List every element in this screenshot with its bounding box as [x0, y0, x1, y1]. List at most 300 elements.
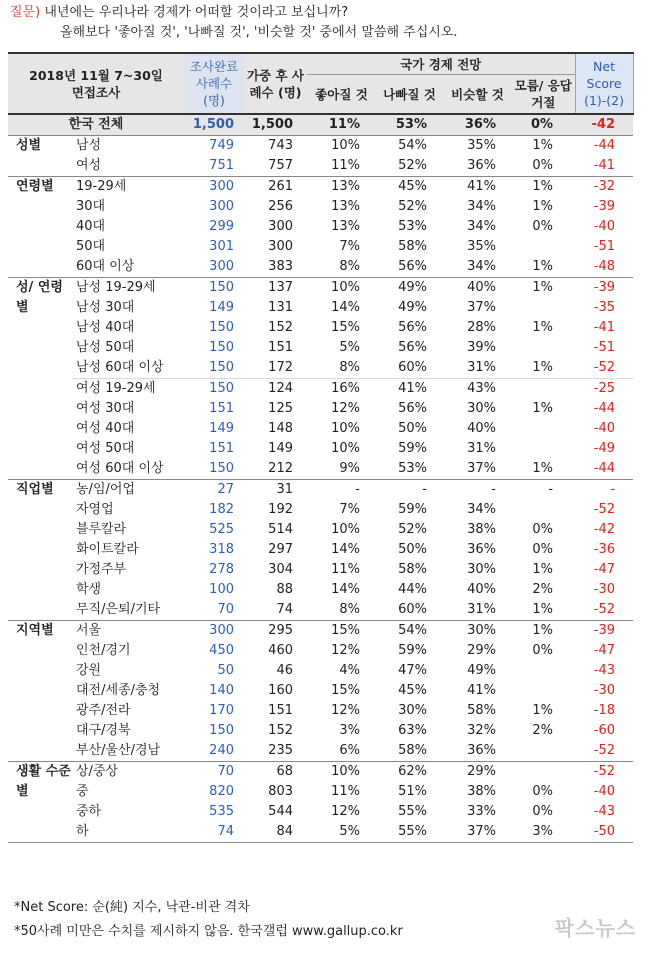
- cell-net: -40: [593, 421, 616, 436]
- row-group: [8, 621, 633, 762]
- cell-p3: 34%: [467, 259, 496, 274]
- cell-p1: 8%: [339, 259, 360, 274]
- row-label: 40대: [76, 219, 106, 234]
- cell-p4: [512, 741, 575, 762]
- cell-p3: 34%: [467, 502, 496, 517]
- cell-n1: 150: [209, 340, 234, 355]
- cell-p3: 35%: [467, 138, 496, 153]
- cell-p4: 0%: [532, 643, 554, 658]
- cell-net: -50: [593, 824, 616, 839]
- cell-p3: 41%: [467, 683, 496, 698]
- cell-p3: 30%: [467, 623, 496, 638]
- cell-n2: 137: [268, 280, 293, 295]
- table-row: [8, 762, 633, 783]
- table-row: [8, 480, 633, 501]
- total-n2: 1,500: [244, 114, 307, 136]
- cell-net: -30: [593, 582, 616, 597]
- cell-p1: 10%: [331, 280, 360, 295]
- cell-net: -43: [593, 804, 616, 819]
- cell-p4: 0%: [532, 784, 554, 799]
- row-label: 남성 30대: [76, 300, 135, 315]
- table-row: [8, 782, 633, 802]
- cell-p2: 56%: [398, 320, 427, 335]
- cell-p1: 12%: [331, 804, 360, 819]
- cell-p2: 50%: [398, 542, 427, 557]
- cell-n2: 84: [276, 824, 293, 839]
- question-text: 내년에는 우리나라 경제가 어떠할 것이라고 보십니까?: [44, 5, 349, 20]
- cell-n1: 149: [209, 300, 234, 315]
- cell-p4: -: [548, 482, 554, 497]
- cell-p4: 1%: [532, 138, 554, 153]
- cell-p4: 1%: [532, 401, 554, 416]
- cell-p4: 1%: [532, 562, 554, 577]
- cell-p4: [512, 379, 575, 400]
- row-label: 여성 50대: [76, 441, 135, 456]
- cell-p1: 3%: [339, 723, 360, 738]
- table-row: [8, 217, 633, 237]
- cell-n2: 124: [244, 379, 307, 400]
- cell-n1: 70: [217, 602, 234, 617]
- cell-p4: 0%: [532, 158, 554, 173]
- cell-p3: 35%: [467, 239, 496, 254]
- table-row: [8, 621, 633, 642]
- cell-net: -35: [593, 300, 616, 315]
- cell-n1: 300: [209, 199, 234, 214]
- row-label: 광주/전라: [76, 703, 131, 718]
- cell-p4: 1%: [532, 703, 554, 718]
- cell-net: -51: [593, 340, 616, 355]
- cell-n1: 525: [209, 522, 234, 537]
- cell-p1: 7%: [339, 239, 360, 254]
- cell-net: -39: [593, 623, 616, 638]
- row-label: 남성 40대: [76, 320, 135, 335]
- cell-p1: 15%: [331, 683, 360, 698]
- table-row: [8, 298, 633, 318]
- survey-table: [8, 52, 634, 843]
- table-row: [8, 177, 633, 198]
- table-row: [8, 802, 633, 822]
- table-row: [8, 520, 633, 540]
- row-label: 60대 이상: [76, 259, 135, 274]
- cell-p3: 40%: [467, 582, 496, 597]
- row-group: [8, 177, 633, 278]
- cell-p1: 11%: [331, 784, 360, 799]
- table-row: [8, 156, 633, 177]
- row-label: 여성 30대: [76, 401, 135, 416]
- cell-p3: 31%: [467, 360, 496, 375]
- cell-p4: 1%: [532, 179, 554, 194]
- cell-n2: 160: [268, 683, 293, 698]
- group-label: 직업별: [16, 482, 54, 497]
- cell-p2: 55%: [398, 824, 427, 839]
- cell-p1: 14%: [331, 582, 360, 597]
- total-p2: 53%: [376, 114, 443, 136]
- cell-p2: 30%: [398, 703, 427, 718]
- table-row: [8, 661, 633, 681]
- cell-p1: 4%: [339, 663, 360, 678]
- cell-p1: 8%: [339, 360, 360, 375]
- cell-p3: 38%: [467, 522, 496, 537]
- cell-net: -18: [593, 703, 616, 718]
- question-block: [10, 3, 650, 43]
- cell-n1: 70: [217, 764, 234, 779]
- cell-net: -40: [593, 784, 616, 799]
- total-p3: 36%: [443, 114, 512, 136]
- cell-net: -51: [593, 239, 616, 254]
- cell-n1: 535: [209, 804, 234, 819]
- cell-n2: 151: [268, 340, 293, 355]
- total-p1: 11%: [307, 114, 376, 136]
- cell-p3: 43%: [443, 379, 512, 400]
- row-group: [8, 480, 633, 621]
- row-label: 하: [76, 824, 89, 839]
- cell-p1: 10%: [331, 522, 360, 537]
- cell-n1: 150: [184, 379, 244, 400]
- cell-p2: 58%: [398, 562, 427, 577]
- cell-p4: 2%: [532, 723, 554, 738]
- cell-net: -52: [593, 502, 616, 517]
- cell-p4: 1%: [532, 602, 554, 617]
- group-label: 성/ 연령별: [16, 280, 63, 315]
- cell-p3: 38%: [467, 784, 496, 799]
- row-label: 대구/경북: [76, 723, 131, 738]
- table-row: [8, 358, 633, 379]
- question-label: 질문): [10, 5, 41, 20]
- cell-n2: 46: [276, 663, 293, 678]
- cell-net: -: [610, 482, 616, 497]
- cell-p1: 14%: [331, 300, 360, 315]
- cell-p1: 5%: [339, 340, 360, 355]
- cell-p2: 60%: [398, 360, 427, 375]
- total-n1: 1,500: [184, 114, 244, 136]
- cell-net: -42: [593, 522, 616, 537]
- cell-p2: 54%: [398, 623, 427, 638]
- cell-p3: 34%: [467, 199, 496, 214]
- table-row: [8, 338, 633, 358]
- table-row: [8, 237, 633, 257]
- cell-net: -49: [593, 441, 616, 456]
- cell-p3: 39%: [467, 340, 496, 355]
- cell-p4: [512, 439, 575, 459]
- table-row: [8, 560, 633, 580]
- cell-p4: 0%: [532, 522, 554, 537]
- cell-p2: 56%: [398, 340, 427, 355]
- cell-p4: [512, 419, 575, 439]
- cell-n2: 383: [268, 259, 293, 274]
- cell-n2: 743: [268, 138, 293, 153]
- cell-n2: 192: [268, 502, 293, 517]
- table-row: [8, 701, 633, 721]
- cell-net: -30: [593, 683, 616, 698]
- cell-n1: 749: [209, 138, 234, 153]
- cell-p3: 30%: [467, 401, 496, 416]
- cell-n1: 150: [209, 280, 234, 295]
- row-group: [8, 278, 633, 480]
- cell-n1: 151: [209, 401, 234, 416]
- row-label: 서울: [76, 623, 102, 638]
- header-completed: 조사완료 사례수 (명): [184, 53, 244, 114]
- cell-p3: 40%: [467, 421, 496, 436]
- row-label: 학생: [76, 582, 102, 597]
- cell-n2: 31: [276, 482, 293, 497]
- row-label: 중: [76, 784, 89, 799]
- cell-p2: 49%: [398, 300, 427, 315]
- cell-p1: 15%: [331, 320, 360, 335]
- row-label: 강원: [76, 663, 102, 678]
- cell-n1: 100: [209, 582, 234, 597]
- row-label: 대전/세종/충청: [76, 683, 161, 698]
- cell-p2: 41%: [376, 379, 443, 400]
- cell-net: -41: [593, 158, 616, 173]
- row-label: 여성 60대 이상: [76, 461, 164, 476]
- cell-p3: 36%: [467, 542, 496, 557]
- cell-n1: 301: [209, 239, 234, 254]
- total-net: -42: [575, 114, 633, 136]
- cell-p4: 1%: [532, 461, 554, 476]
- row-label: 여성 40대: [76, 421, 135, 436]
- cell-p1: 11%: [331, 562, 360, 577]
- cell-n2: 149: [268, 441, 293, 456]
- cell-p4: 1%: [532, 320, 554, 335]
- cell-n2: 235: [268, 743, 293, 758]
- cell-p1: 12%: [331, 643, 360, 658]
- cell-n2: 68: [276, 764, 293, 779]
- cell-p3: -: [491, 482, 496, 497]
- row-label: 50대: [76, 239, 106, 254]
- cell-p3: 36%: [467, 158, 496, 173]
- cell-p3: 28%: [467, 320, 496, 335]
- cell-p1: 12%: [331, 703, 360, 718]
- cell-net: -41: [593, 320, 616, 335]
- header-survey: 2018년 11월 7~30일 면접조사: [8, 53, 184, 114]
- cell-p3: 31%: [467, 602, 496, 617]
- cell-n1: 300: [209, 623, 234, 638]
- cell-p4: 3%: [532, 824, 554, 839]
- cell-n1: 240: [209, 743, 234, 758]
- cell-p2: 58%: [398, 743, 427, 758]
- cell-n2: 152: [268, 320, 293, 335]
- cell-p2: 53%: [398, 461, 427, 476]
- cell-p2: 49%: [398, 280, 427, 295]
- cell-p2: 59%: [398, 502, 427, 517]
- table-row: [8, 600, 633, 621]
- table-row: [8, 379, 633, 400]
- cell-n1: 150: [209, 723, 234, 738]
- cell-n2: 256: [268, 199, 293, 214]
- row-group: [8, 136, 633, 177]
- cell-n2: 514: [268, 522, 293, 537]
- cell-p3: 41%: [467, 179, 496, 194]
- cell-p2: 50%: [398, 421, 427, 436]
- cell-p3: 33%: [467, 804, 496, 819]
- cell-n1: 278: [209, 562, 234, 577]
- cell-n1: 50: [217, 663, 234, 678]
- cell-n1: 299: [209, 219, 234, 234]
- cell-p2: 56%: [398, 259, 427, 274]
- cell-p3: 58%: [467, 703, 496, 718]
- header-similar: 비슷할 것: [443, 75, 512, 115]
- cell-n2: 131: [268, 300, 293, 315]
- cell-p2: 63%: [398, 723, 427, 738]
- cell-n2: 295: [268, 623, 293, 638]
- cell-n2: 304: [268, 562, 293, 577]
- row-label: 남성 60대 이상: [76, 360, 164, 375]
- table-row: [8, 580, 633, 600]
- table-row: [8, 278, 633, 299]
- cell-p4: 2%: [532, 582, 554, 597]
- cell-net: -48: [593, 259, 616, 274]
- cell-p1: 12%: [331, 401, 360, 416]
- table-row: [8, 459, 633, 480]
- table-row: [8, 822, 633, 843]
- cell-p2: 55%: [398, 804, 427, 819]
- cell-p4: [512, 338, 575, 358]
- header-outlook: 국가 경제 전망: [307, 53, 575, 75]
- cell-n2: 261: [268, 179, 293, 194]
- cell-p3: 29%: [467, 643, 496, 658]
- cell-p4: 1%: [532, 199, 554, 214]
- header-worse: 나빠질 것: [376, 75, 443, 115]
- header-better: 좋아질 것: [307, 75, 376, 115]
- cell-n1: 820: [209, 784, 234, 799]
- cell-p1: 10%: [331, 441, 360, 456]
- row-label: 무직/은퇴/기타: [76, 602, 161, 617]
- cell-n1: 300: [209, 179, 234, 194]
- table-row: [8, 721, 633, 741]
- cell-p4: 1%: [532, 259, 554, 274]
- cell-p1: 14%: [331, 542, 360, 557]
- cell-p3: 37%: [467, 300, 496, 315]
- cell-net: -32: [593, 179, 616, 194]
- cell-p4: 0%: [532, 542, 554, 557]
- cell-p4: [512, 500, 575, 520]
- cell-p4: 1%: [532, 623, 554, 638]
- row-label: 농/임/어업: [76, 482, 135, 497]
- cell-n1: 318: [209, 542, 234, 557]
- row-group: [8, 762, 633, 843]
- cell-net: -43: [593, 663, 616, 678]
- cell-n1: 151: [209, 441, 234, 456]
- cell-p1: 5%: [339, 824, 360, 839]
- cell-p3: 30%: [467, 562, 496, 577]
- cell-n1: 450: [209, 643, 234, 658]
- cell-p3: 31%: [467, 441, 496, 456]
- cell-n2: 125: [268, 401, 293, 416]
- total-p4: 0%: [512, 114, 575, 136]
- header-net: Net Score (1)-(2): [575, 53, 633, 114]
- cell-p3: 37%: [467, 824, 496, 839]
- cell-p2: 51%: [398, 784, 427, 799]
- cell-n2: 74: [276, 602, 293, 617]
- header-dk: 모름/ 응답거절: [512, 75, 575, 115]
- cell-n1: 300: [209, 259, 234, 274]
- cell-p1: 13%: [331, 179, 360, 194]
- cell-p1: 15%: [331, 623, 360, 638]
- table-row: [8, 641, 633, 661]
- row-label: 화이트칼라: [76, 542, 139, 557]
- cell-n1: 74: [217, 824, 234, 839]
- cell-p2: 52%: [398, 199, 427, 214]
- group-label: 성별: [16, 138, 42, 153]
- cell-n2: 757: [268, 158, 293, 173]
- cell-p2: 54%: [398, 138, 427, 153]
- cell-p2: 58%: [398, 239, 427, 254]
- cell-p4: 0%: [532, 219, 554, 234]
- total-label: 한국 전체: [8, 114, 184, 136]
- row-label: 여성: [76, 158, 102, 173]
- table-row: [8, 419, 633, 439]
- row-label: 부산/울산/경남: [76, 743, 161, 758]
- cell-n2: 300: [268, 239, 293, 254]
- cell-net: -52: [593, 743, 616, 758]
- row-label: 남성 50대: [76, 340, 135, 355]
- cell-p3: 49%: [467, 663, 496, 678]
- cell-n1: 149: [209, 421, 234, 436]
- row-label: 여성 19-29세: [72, 379, 184, 400]
- cell-n1: 170: [209, 703, 234, 718]
- cell-p1: 8%: [339, 602, 360, 617]
- cell-p1: 13%: [331, 199, 360, 214]
- cell-n2: 803: [268, 784, 293, 799]
- cell-p3: 29%: [467, 764, 496, 779]
- group-label: 연령별: [16, 179, 54, 194]
- table-row-total: [8, 114, 633, 136]
- cell-p2: 60%: [398, 602, 427, 617]
- table-row: [8, 681, 633, 701]
- footnote-1: *Net Score: 순(純) 지수, 낙관-비관 격차: [14, 900, 250, 915]
- cell-p4: [512, 237, 575, 257]
- cell-p2: 53%: [398, 219, 427, 234]
- cell-p2: 52%: [398, 158, 427, 173]
- cell-p2: 56%: [398, 401, 427, 416]
- group-label: 지역별: [16, 623, 54, 638]
- footnote-2: *50사례 미만은 수치를 제시하지 않음. 한국갤럽 www.gallup.co.kr: [14, 924, 403, 939]
- cell-p2: 59%: [398, 441, 427, 456]
- cell-p4: 1%: [532, 360, 554, 375]
- table-row: [8, 439, 633, 459]
- cell-p4: [512, 681, 575, 701]
- row-label: 인천/경기: [76, 643, 131, 658]
- cell-net: -40: [593, 219, 616, 234]
- cell-n2: 297: [268, 542, 293, 557]
- row-label: 블루칼라: [76, 522, 127, 537]
- cell-p1: 10%: [331, 421, 360, 436]
- cell-p2: 45%: [398, 683, 427, 698]
- cell-n1: 182: [209, 502, 234, 517]
- cell-p3: 40%: [467, 280, 496, 295]
- cell-p2: 52%: [398, 522, 427, 537]
- cell-n1: 27: [217, 482, 234, 497]
- cell-p4: [512, 661, 575, 681]
- cell-p1: -: [355, 482, 360, 497]
- group-label: 생활 수준별: [16, 764, 71, 799]
- cell-n1: 150: [209, 360, 234, 375]
- cell-net: -44: [593, 138, 616, 153]
- cell-net: -52: [593, 764, 616, 779]
- cell-p4: [512, 298, 575, 318]
- cell-p3: 37%: [467, 461, 496, 476]
- cell-p2: 44%: [398, 582, 427, 597]
- row-label: 남성: [76, 138, 102, 153]
- cell-net: -36: [593, 542, 616, 557]
- row-label: 가정주부: [76, 562, 127, 577]
- cell-n1: 751: [209, 158, 234, 173]
- cell-net: -39: [593, 280, 616, 295]
- table-row: [8, 540, 633, 560]
- cell-p2: -: [422, 482, 427, 497]
- cell-p1: 7%: [339, 502, 360, 517]
- table-row: [8, 500, 633, 520]
